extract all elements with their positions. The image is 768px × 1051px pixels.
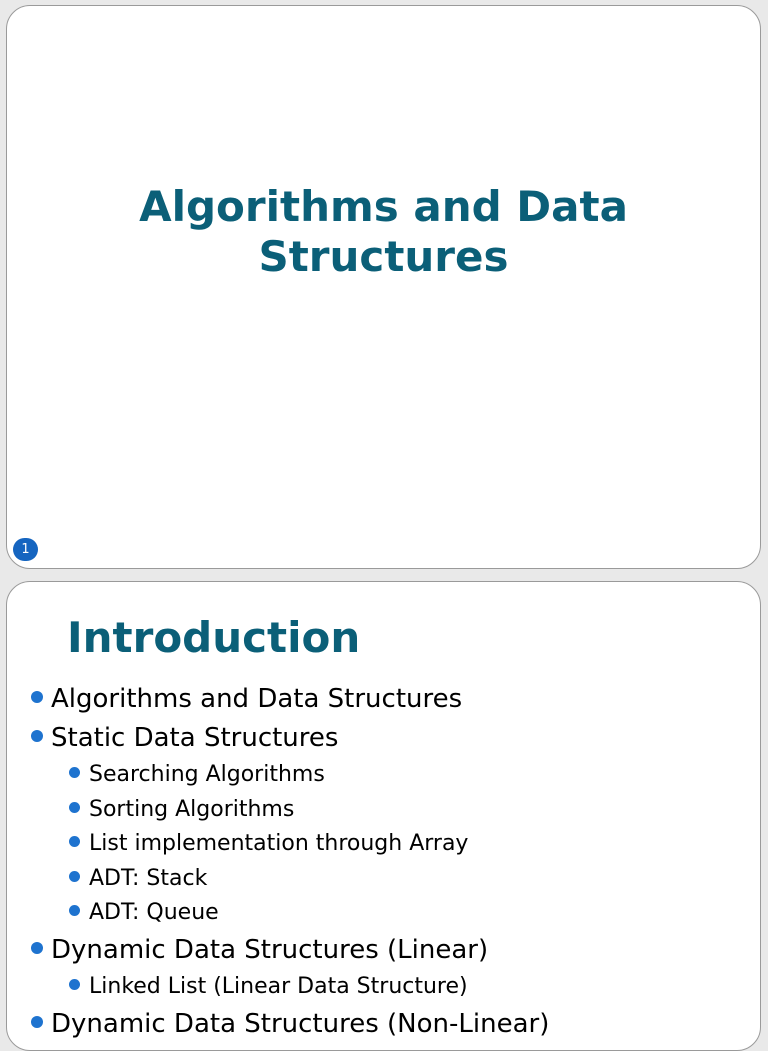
bullet-text: Dynamic Data Structures (Linear)	[51, 934, 489, 965]
bullet-dot-icon	[69, 836, 80, 847]
bullet-dot-icon	[31, 942, 43, 954]
bullet-item	[7, 931, 549, 970]
page-number-badge: 1	[13, 538, 38, 561]
sub-bullet-item	[7, 896, 549, 931]
bullet-dot-icon	[69, 905, 80, 916]
bullet-text: ADT: Queue	[89, 900, 219, 926]
sub-bullet-item	[7, 793, 549, 828]
bullet-item	[7, 680, 549, 719]
sub-bullet-item	[7, 758, 549, 793]
bullet-text: List implementation through Array	[89, 831, 469, 857]
bullet-text: Dynamic Data Structures (Non-Linear)	[51, 1008, 550, 1039]
introduction-slide	[6, 581, 761, 1051]
bullet-list	[7, 680, 549, 1044]
bullet-text: Static Data Structures	[51, 723, 339, 753]
bullet-text: Sorting Algorithms	[89, 796, 295, 822]
bullet-dot-icon	[31, 691, 43, 703]
bullet-dot-icon	[31, 1016, 43, 1028]
title-slide	[6, 5, 761, 569]
sub-bullet-item	[7, 970, 549, 1005]
bullet-text: Linked List (Linear Data Structure)	[89, 973, 468, 999]
bullet-item	[7, 1005, 549, 1044]
bullet-dot-icon	[69, 979, 80, 990]
bullet-dot-icon	[69, 871, 80, 882]
bullet-text: Searching Algorithms	[89, 762, 325, 787]
bullet-text: ADT: Stack	[89, 865, 208, 891]
slide-heading: Introduction	[67, 613, 361, 662]
bullet-dot-icon	[69, 802, 80, 813]
sub-bullet-item	[7, 862, 549, 897]
sub-bullet-item	[7, 827, 549, 862]
bullet-text: Algorithms and Data Structures	[51, 684, 463, 714]
bullet-dot-icon	[31, 730, 43, 742]
bullet-dot-icon	[69, 767, 80, 778]
bullet-item	[7, 719, 549, 758]
slide-title: Algorithms and Data Structures	[139, 182, 628, 281]
